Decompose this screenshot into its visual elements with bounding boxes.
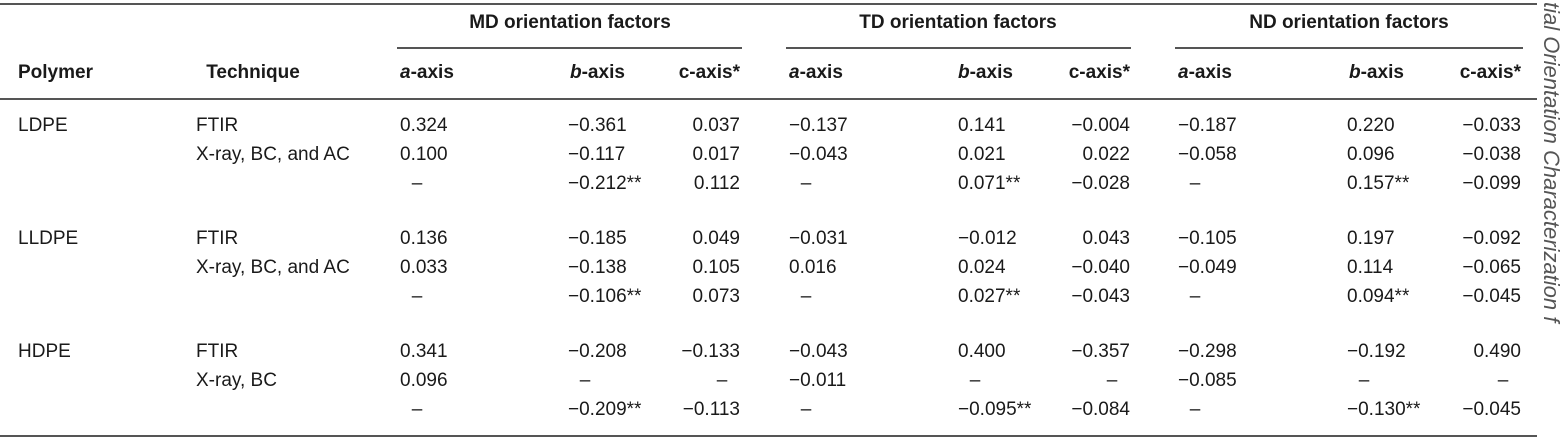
axis-header-nd-b: [1349, 62, 1404, 84]
value-cell-md-a: 0.096: [400, 370, 448, 391]
axis-suffix: -axis: [969, 62, 1013, 83]
margin-running-text-label: tial Orientation Characterization f: [1539, 2, 1564, 323]
technique-cell: FTIR: [196, 228, 239, 249]
value-cell-td-b: 0.021: [958, 144, 1006, 165]
header-polymer: Polymer: [18, 62, 93, 83]
value-cell-md-b: −0.185: [568, 228, 627, 249]
axis-header-nd-c: [1460, 62, 1521, 84]
value-cell-md-c: 0.112: [693, 173, 740, 194]
value-cell-md-b: −0.361: [568, 115, 627, 136]
polymer-cell: LLDPE: [18, 228, 79, 249]
value-cell-nd-a: −0.105: [1178, 228, 1237, 249]
axis-letter: a: [1178, 62, 1189, 83]
value-cell-md-a: 0.136: [400, 228, 448, 249]
value-cell-td-c: 0.022: [1082, 144, 1130, 165]
value-cell-nd-b: 0.220: [1347, 115, 1395, 136]
value-cell-nd-b: 0.094**: [1347, 286, 1410, 307]
value-cell-md-c: 0.105: [692, 257, 740, 278]
header-rule: [0, 98, 1537, 100]
value-cell-td-b: 0.400: [958, 341, 1006, 362]
value-cell-td-a: –: [800, 399, 812, 420]
value-cell-md-a: 0.341: [400, 341, 448, 362]
value-cell-nd-b: −0.192: [1347, 341, 1406, 362]
value-cell-td-c: −0.040: [1071, 257, 1130, 278]
value-cell-td-a: –: [800, 173, 812, 194]
value-cell-md-c: −0.133: [681, 341, 740, 362]
value-cell-nd-b: 0.157**: [1347, 173, 1410, 194]
value-cell-md-b: −0.209**: [568, 399, 642, 420]
value-cell-td-b: 0.027**: [958, 286, 1021, 307]
value-cell-nd-a: –: [1189, 399, 1201, 420]
value-cell-nd-a: −0.085: [1178, 370, 1237, 391]
value-cell-td-a: −0.043: [789, 144, 848, 165]
technique-cell: X-ray, BC, and AC: [196, 144, 350, 165]
value-cell-td-a: −0.137: [789, 115, 848, 136]
value-cell-td-b: 0.024: [958, 257, 1006, 278]
value-cell-nd-b: 0.096: [1347, 144, 1395, 165]
value-cell-nd-c: –: [1497, 370, 1509, 391]
value-cell-md-c: 0.017: [692, 144, 740, 165]
value-cell-td-a: −0.031: [789, 228, 848, 249]
value-cell-nd-a: –: [1189, 286, 1201, 307]
value-cell-md-b: −0.117: [568, 144, 626, 165]
margin-running-text: [1539, 0, 1564, 440]
axis-suffix: -axis: [1188, 62, 1232, 83]
top-rule: [0, 3, 1537, 5]
value-cell-md-a: 0.324: [400, 115, 448, 136]
value-cell-nd-a: −0.187: [1178, 115, 1237, 136]
value-cell-td-b: 0.141: [958, 115, 1006, 136]
technique-cell: X-ray, BC: [196, 370, 277, 391]
technique-cell: FTIR: [196, 115, 239, 136]
value-cell-td-a: −0.011: [789, 370, 847, 391]
value-cell-md-c: 0.049: [692, 228, 740, 249]
polymer-cell: HDPE: [18, 341, 71, 362]
axis-header-md-a: [400, 62, 454, 84]
value-cell-td-c: −0.043: [1071, 286, 1130, 307]
value-cell-td-c: –: [1106, 370, 1118, 391]
axis-suffix: -axis: [799, 62, 843, 83]
value-cell-md-b: −0.106**: [568, 286, 642, 307]
axis-letter: b: [958, 62, 970, 83]
value-cell-md-c: –: [716, 370, 728, 391]
value-cell-md-b: –: [579, 370, 591, 391]
value-cell-nd-c: −0.092: [1462, 228, 1521, 249]
value-cell-td-b: 0.071**: [958, 173, 1021, 194]
value-cell-nd-c: −0.038: [1462, 144, 1521, 165]
value-cell-md-b: −0.138: [568, 257, 627, 278]
value-cell-nd-b: 0.114: [1347, 257, 1394, 278]
value-cell-td-b: −0.012: [958, 228, 1017, 249]
value-cell-md-a: –: [411, 173, 423, 194]
value-cell-td-c: −0.004: [1071, 115, 1130, 136]
value-cell-md-a: 0.033: [400, 257, 448, 278]
value-cell-td-b: –: [969, 370, 981, 391]
value-cell-md-c: 0.073: [692, 286, 740, 307]
value-cell-md-b: −0.208: [568, 341, 627, 362]
value-cell-nd-a: –: [1189, 173, 1201, 194]
value-cell-td-a: −0.043: [789, 341, 848, 362]
technique-cell: FTIR: [196, 341, 239, 362]
axis-letter: b: [1349, 62, 1361, 83]
value-cell-md-a: –: [411, 286, 423, 307]
group-header-md: MD orientation factors: [469, 12, 671, 33]
axis-suffix: c-axis*: [678, 62, 740, 83]
value-cell-nd-c: 0.490: [1473, 341, 1521, 362]
bottom-rule: [0, 435, 1537, 437]
axis-header-md-b: [570, 62, 625, 84]
value-cell-nd-c: −0.045: [1462, 286, 1521, 307]
axis-letter: a: [789, 62, 800, 83]
value-cell-td-c: 0.043: [1082, 228, 1130, 249]
value-cell-nd-b: −0.130**: [1347, 399, 1421, 420]
td-group-underline: [786, 47, 1131, 49]
axis-letter: b: [570, 62, 582, 83]
value-cell-md-b: −0.212**: [568, 173, 642, 194]
value-cell-md-a: 0.100: [400, 144, 448, 165]
value-cell-td-a: 0.016: [789, 257, 837, 278]
value-cell-td-a: –: [800, 286, 812, 307]
value-cell-nd-c: −0.033: [1462, 115, 1521, 136]
axis-letter: a: [400, 62, 411, 83]
nd-group-underline: [1175, 47, 1523, 49]
axis-header-td-b: [958, 62, 1013, 84]
value-cell-nd-b: 0.197: [1347, 228, 1395, 249]
axis-header-td-a: [789, 62, 843, 84]
group-header-td: TD orientation factors: [859, 12, 1057, 33]
value-cell-md-c: 0.037: [692, 115, 740, 136]
md-group-underline: [397, 47, 742, 49]
axis-suffix: c-axis*: [1459, 62, 1521, 83]
axis-header-md-c: [679, 62, 740, 84]
value-cell-md-a: –: [411, 399, 423, 420]
value-cell-nd-c: −0.065: [1462, 257, 1521, 278]
value-cell-nd-c: −0.045: [1462, 399, 1521, 420]
value-cell-td-c: −0.084: [1071, 399, 1130, 420]
value-cell-nd-a: −0.298: [1178, 341, 1237, 362]
group-header-nd: ND orientation factors: [1249, 12, 1449, 33]
polymer-cell: LDPE: [18, 115, 68, 136]
axis-suffix: c-axis*: [1068, 62, 1130, 83]
technique-cell: X-ray, BC, and AC: [196, 257, 350, 278]
axis-suffix: -axis: [1360, 62, 1404, 83]
value-cell-nd-a: −0.058: [1178, 144, 1237, 165]
axis-suffix: -axis: [410, 62, 454, 83]
value-cell-nd-c: −0.099: [1462, 173, 1521, 194]
value-cell-nd-b: –: [1358, 370, 1370, 391]
value-cell-md-c: −0.113: [682, 399, 740, 420]
value-cell-nd-a: −0.049: [1178, 257, 1237, 278]
value-cell-td-b: −0.095**: [958, 399, 1032, 420]
axis-header-nd-a: [1178, 62, 1232, 84]
value-cell-td-c: −0.028: [1071, 173, 1130, 194]
value-cell-td-c: −0.357: [1071, 341, 1130, 362]
axis-suffix: -axis: [581, 62, 625, 83]
axis-header-td-c: [1069, 62, 1130, 84]
header-technique: Technique: [206, 62, 300, 83]
